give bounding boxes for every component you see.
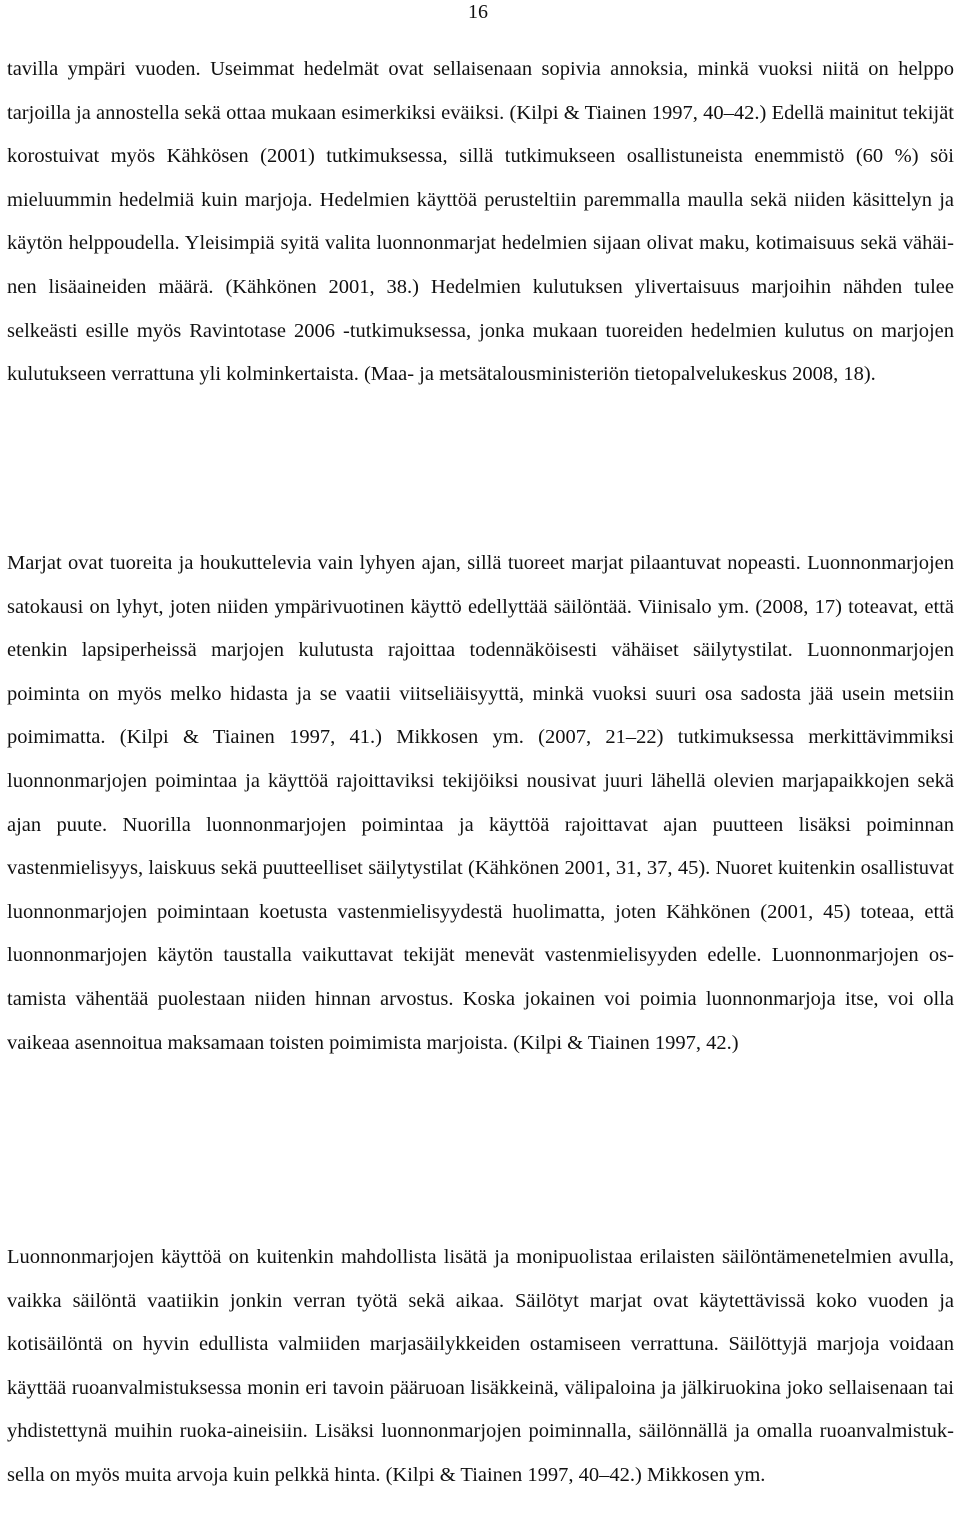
paragraph-1: tavilla ympäri vuoden. Useimmat hedelmät ovat sellaisenaan sopivia annoksia, minkä vuoksi niitä on helppo tarjoilla ja annostella sekä ottaa mukaan esimerkiksi eväiksi. (Kilpi & Tiainen 1997, 40–42.) Edellä mainitut tekijät korostuivat myös Kähkösen (2001) tutkimuksessa, sillä tutkimukseen osallistuneista enemmistö (60 %) söi mieluummin hedelmiä kuin marjoja. Hedelmien käyttöä perusteltiin paremmalla maulla sekä niiden käsittelyn ja käytön helppoudella. Yleisimpiä syitä valita luonnonmarjat hedelmien sijaan olivat maku, kotimaisuus sekä vähäinen lisäaineiden määrä. (Kähkönen 2001, 38.) Hedelmien kulutuksen ylivertaisuus marjoihin nähden tulee selkeästi esille myös Ravintotase 2006 -tutkimuksessa, jonka mukaan tuoreiden hedelmien kulutus on marjojen kulutukseen verrattuna yli kolminkertaista. (Maa- ja metsätalousministeriön tietopalvelukeskus 2008, 18). bbox=[7, 58, 954, 386]
paragraph-3: Luonnonmarjojen käyttöä on kuitenkin mahdollista lisätä ja monipuolistaa erilaisten säilöntämenetelmien avulla, vaikka säilöntä vaatiikin jonkin verran työtä sekä aikaa. Säilötyt marjat ovat käytettävissä koko vuoden ja kotisäilöntä on hyvin edullista valmiiden marjasäilykkeiden ostamiseen verrattuna. Säilöttyjä marjoja voidaan käyttää ruoanvalmistuksessa monin eri tavoin pääruoan lisäkkeinä, välipaloina ja jälkiruokina joko sellaisenaan tai yhdistettynä muihin ruoka-aineisiin. Lisäksi luonnonmarjojen poiminnalla, säilönnällä ja omalla ruoanvalmistuksella on myös muita arvoja kuin pelkkä hinta. (Kilpi & Tiainen 1997, 40–42.) Mikkosen ym. bbox=[7, 1246, 954, 1486]
paragraph-2: Marjat ovat tuoreita ja houkuttelevia vain lyhyen ajan, sillä tuoreet marjat pilaantuvat nopeasti. Luonnonmarjojen satokausi on lyhyt, joten niiden ympärivuotinen käyttö edellyttää säilöntää. Viinisalo ym. (2008, 17) toteavat, että etenkin lapsiperheissä marjojen kulutusta rajoittaa todennäköisesti vähäiset säilytystilat. Luonnonmarjojen poiminta on myös melko hidasta ja se vaatii viitseliäisyyttä, minkä vuoksi suuri osa sadosta jää usein metsiin poimimatta. (Kilpi & Tiainen 1997, 41.) Mikkosen ym. (2007, 21–22) tutkimuksessa merkittävimmiksi luonnonmarjojen poimintaa ja käyttöä rajoittaviksi tekijöiksi nousivat juuri lähellä olevien marjapaikkojen sekä ajan puute. Nuorilla luonnonmarjojen poimintaa ja käyttöä rajoittavat ajan puutteen lisäksi poiminnan vastenmielisyys, laiskuus sekä puutteelliset säilytystilat (Kähkönen 2001, 31, 37, 45). Nuoret kuitenkin osallistuvat luonnonmarjojen poimintaan koetusta vastenmielisyydestä huolimatta, joten Kähkönen (2001, 45) toteaa, että luonnonmarjojen käytön taustalla vaikuttavat tekijät menevät vastenmielisyyden edelle. Luonnonmarjojen ostamista vähentää puolestaan niiden hinnan arvostus. Koska jokainen voi poimia luonnonmarjoja itse, voi olla vaikeaa asennoitua maksamaan toisten poimimista marjoista. (Kilpi & Tiainen 1997, 42.) bbox=[7, 552, 954, 1054]
page-number: 16 bbox=[468, 1, 488, 23]
